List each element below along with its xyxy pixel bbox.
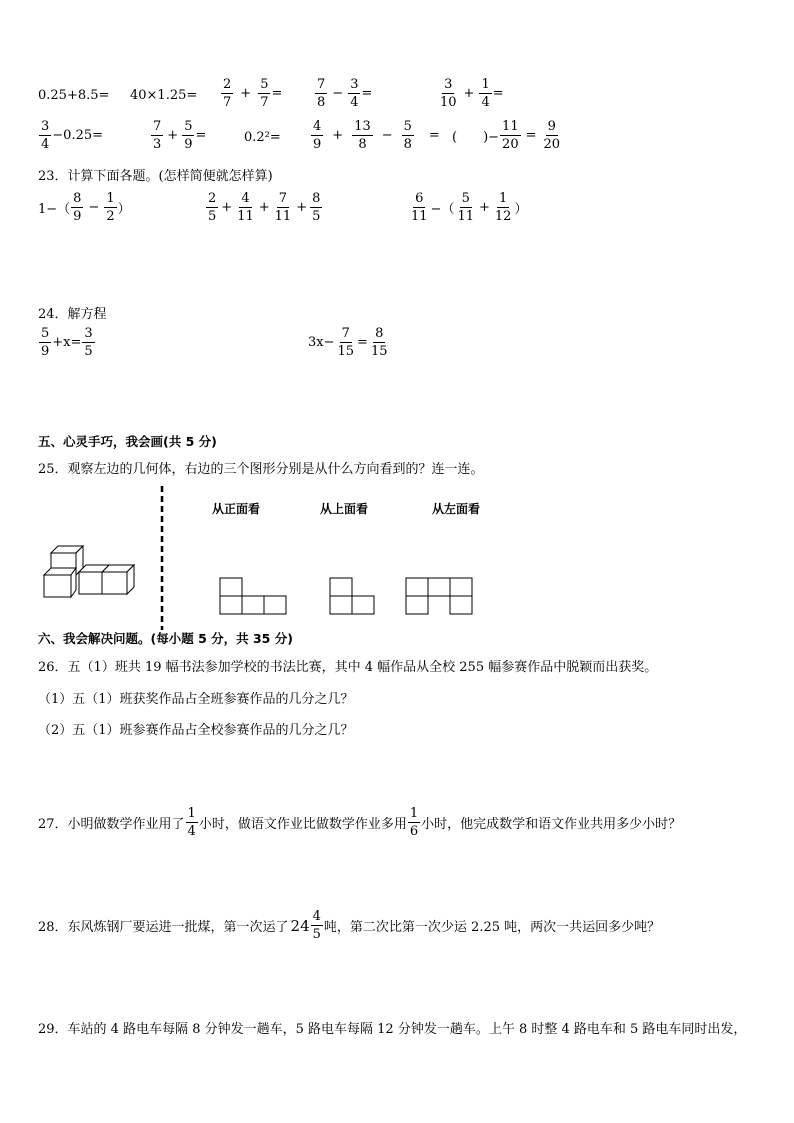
calc-row1-d: $\frac{7}{8}$ − $\frac{3}{4}$ = — [317, 77, 373, 110]
front-view-grid — [220, 578, 286, 614]
fraction: $\frac{13}{8}$ — [354, 119, 371, 152]
section5-title: 五、心灵手巧，我会画(共 5 分) — [38, 434, 217, 449]
view-label-left: 从左面看 — [432, 502, 481, 516]
fraction: $\frac{4}{5}$ — [312, 909, 321, 942]
q27-text: 27．小明做数学作业用了 $\frac{1}{4}$ 小时，做语文作业比做数学作业多用 $\frac{1}{6}$ 小时，他完成数学和语文作业共用多少小时？ — [38, 806, 682, 839]
q23-expr3: $\frac{6}{11}$ −（ $\frac{5}{11}$ + $\frac{1}{12}$ ） — [411, 191, 528, 224]
calc-row2-c: 0.2²= — [244, 130, 281, 145]
top-view-grid — [330, 578, 374, 614]
fraction: $\frac{11}{20}$ — [502, 119, 519, 152]
calc-row1-e: $\frac{3}{10}$ + $\frac{1}{4}$ = — [440, 77, 504, 110]
fraction: $\frac{1}{4}$ — [187, 806, 196, 839]
q26-part1: （1）五（1）班获奖作品占全班参赛作品的几分之几？ — [38, 692, 354, 707]
fraction: $\frac{4}{9}$ — [313, 119, 322, 152]
fraction: $\frac{7}{11}$ — [274, 191, 292, 224]
fraction: $\frac{5}{11}$ — [457, 191, 474, 224]
cube-solid — [44, 546, 134, 597]
calc-row2-d: $\frac{4}{9}$ + $\frac{13}{8}$ − $\frac{5}{8}$ = — [313, 119, 440, 152]
calc-row2-e: ( )− $\frac{11}{20}$ = $\frac{9}{20}$ — [452, 119, 561, 152]
fraction: $\frac{6}{11}$ — [411, 191, 428, 224]
q24-eq1: $\frac{5}{9}$ +x= $\frac{3}{5}$ — [41, 326, 93, 359]
fraction: $\frac{7}{3}$ — [153, 119, 162, 152]
q28-text: 28．东风炼钢厂要运进一批煤，第一次运了 24 $\frac{4}{5}$ 吨，第二次比第一次少运 2.25 吨，两次一共运回多少吨？ — [38, 909, 661, 942]
calc-row1-a: 0.25+8.5= — [38, 88, 110, 103]
fraction: $\frac{3}{5}$ — [84, 326, 93, 359]
fraction: $\frac{8}{15}$ — [370, 326, 388, 359]
q26-part2: （2）五（1）班参赛作品占全校参赛作品的几分之几？ — [38, 723, 354, 738]
q23-expr2: $\frac{2}{5}$ + $\frac{4}{11}$ + $\frac{7}{11}$ + $\frac{8}{5}$ — [208, 191, 321, 224]
q25-text: 25．观察左边的几何体，右边的三个图形分别是从什么方向看到的？连一连。 — [38, 462, 484, 477]
view-label-top: 从上面看 — [320, 502, 369, 516]
fraction: $\frac{5}{8}$ — [403, 119, 412, 152]
fraction: $\frac{5}{9}$ — [184, 119, 193, 152]
fraction: $\frac{9}{20}$ — [543, 119, 561, 152]
left-view-grid — [406, 578, 472, 614]
fraction: $\frac{1}{12}$ — [494, 191, 512, 224]
fraction: $\frac{1}{6}$ — [409, 806, 419, 839]
section6-title: 六、我会解决问题。(每小题 5 分，共 35 分) — [38, 631, 293, 646]
calc-row2-a: $\frac{3}{4}$ −0.25= — [41, 119, 104, 152]
q23-expr1: 1−（ $\frac{8}{9}$ − $\frac{1}{2}$ ） — [38, 191, 131, 224]
fraction: $\frac{5}{7}$ — [260, 77, 269, 110]
fraction: $\frac{3}{10}$ — [440, 77, 457, 110]
fraction: $\frac{4}{11}$ — [237, 191, 254, 224]
calc-row2-b: $\frac{7}{3}$ + $\frac{5}{9}$ = — [153, 119, 207, 152]
q29-text: 29．车站的 4 路电车每隔 8 分钟发一趟车，5 路电车每隔 12 分钟发一趟车。上午 8 时整 4 路电车和 5 路电车同时出发， — [38, 1022, 747, 1037]
view-label-front: 从正面看 — [212, 502, 261, 516]
fraction: $\frac{2}{5}$ — [208, 191, 217, 224]
fraction: $\frac{7}{8}$ — [317, 77, 326, 110]
q24-eq2: 3x− $\frac{7}{15}$ = $\frac{8}{15}$ — [308, 326, 388, 359]
calc-row1-b: 40×1.25= — [130, 88, 198, 103]
fraction: $\frac{1}{2}$ — [106, 191, 115, 224]
fraction: $\frac{5}{9}$ — [41, 326, 50, 359]
fraction: $\frac{3}{4}$ — [350, 77, 359, 110]
fraction: $\frac{1}{4}$ — [481, 77, 490, 110]
q26-text: 26．五（1）班共 19 幅书法参加学校的书法比赛，其中 4 幅作品从全校 255 幅参赛作品中脱颖而出获奖。 — [38, 660, 658, 675]
q23-title: 23．计算下面各题。(怎样简便就怎样算) — [38, 169, 273, 184]
q24-title: 24．解方程 — [38, 307, 107, 322]
fraction: $\frac{8}{9}$ — [73, 191, 82, 224]
fraction: $\frac{3}{4}$ — [41, 119, 50, 152]
calc-row1-c: $\frac{2}{7}$ + $\frac{5}{7}$ = — [223, 77, 283, 110]
fraction: $\frac{2}{7}$ — [223, 77, 232, 110]
fraction: $\frac{8}{5}$ — [312, 191, 321, 224]
fraction: $\frac{7}{15}$ — [337, 326, 355, 359]
